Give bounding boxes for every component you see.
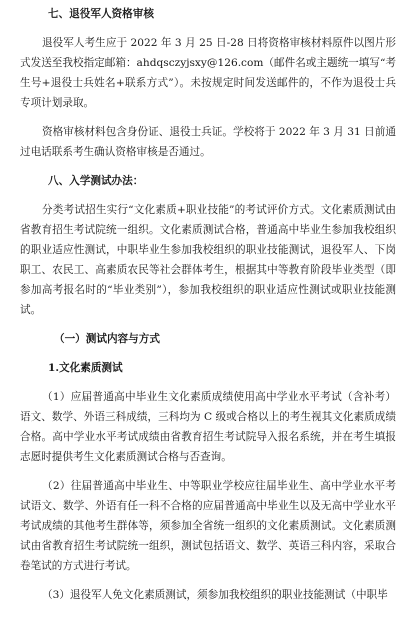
section-heading-8: 八、入学测试办法： — [48, 175, 144, 187]
paragraph: （1）应届普通高中毕业生文化素质成绩使用高中学业水平考试（含补考）语文、数学、外语三科成绩，三科均为 C 级或合格以上的考生视其文化素质成绩合格。高中学业水平考试成绩由省教育招生考试院导入报名系统，并在考生填报志愿时提供考生文化素质测试合格与否查询。 — [20, 391, 396, 463]
spacer — [20, 576, 396, 585]
spacer — [20, 191, 396, 200]
section-heading-7: 七、退役军人资格审核 — [48, 8, 154, 20]
paragraph: 退役军人考生应于 2022 年 3 月 25 日-28 日将资格审核材料原件以图片形式发送至我校指定邮箱：ahdqsczyjsxy@126.com（邮件名或主题统一填写“考生号+退役士兵姓名+联系方式”）。未按规定时间发送邮件的，不作为退役士兵专项计划录取。 — [20, 37, 396, 109]
subsection-heading: （一）测试内容与方式 — [54, 333, 160, 345]
paragraph: 分类考试招生实行“文化素质+职业技能”的考试评价方式。文化素质测试由省教育招生考试院统一组织。文化素质测试合格，普通高中毕业生参加我校组织的职业适应性测试，中职毕业生参加我校组织的职业技能测试，退役军人、下岗职工、农民工、高素质农民等社会群体考生，根据其中等教育阶段毕业类型（即参加高考报名时的“毕业类别”），参加我校组织的职业适应性测试或职业技能测试。 — [20, 204, 396, 316]
spacer — [20, 320, 396, 329]
item-heading: 1.文化素质测试 — [48, 362, 123, 374]
spacer — [20, 349, 396, 358]
paragraph: （2）往届普通高中毕业生、中等职业学校应往届毕业生、高中学业水平考试语文、数学、外语有任一科不合格的应届普通高中毕业生以及无高中学业水平考试成绩的其他考生群体等，须参加全省统一组织的文化素质测试。文化素质测试由省教育招生考试院统一组织，测试包括语文、数学、英语三科内容，采取合卷笔试的方式进行考试。 — [20, 480, 396, 572]
spacer — [20, 467, 396, 476]
spacer — [20, 162, 396, 171]
spacer — [20, 113, 396, 122]
spacer — [20, 378, 396, 387]
paragraph: （3）退役军人免文化素质测试，须参加我校组织的职业技能测试（中职毕 — [42, 589, 388, 601]
spacer — [20, 24, 396, 33]
paragraph: 资格审核材料包含身份证、退役士兵证。学校将于 2022 年 3 月 31 日前通过电话联系考生确认资格审核是否通过。 — [20, 126, 396, 158]
